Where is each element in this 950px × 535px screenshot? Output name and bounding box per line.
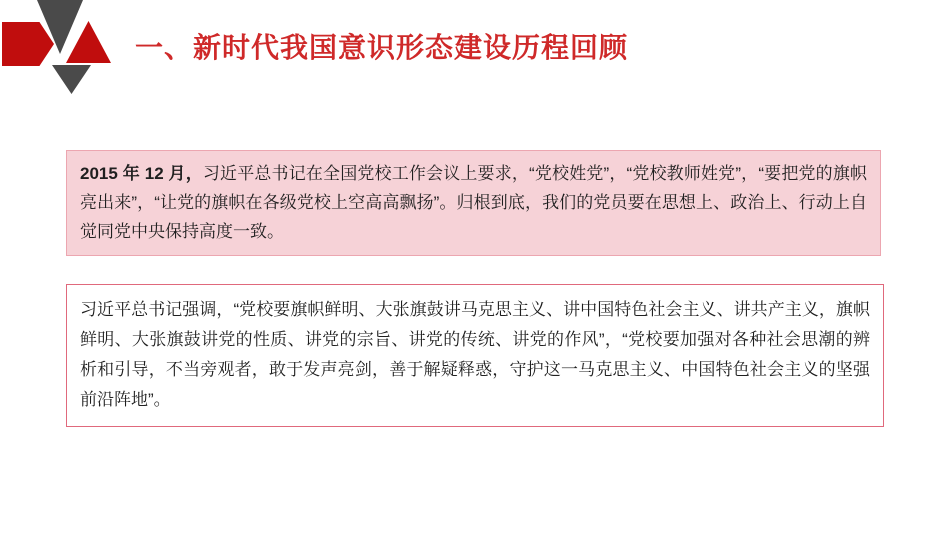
slide-title: 一、新时代我国意识形态建设历程回顾 [135,32,629,63]
quote-box-1-bold-lead: 2015 年 12 月， [80,164,203,183]
quote-box-1-paragraph [80,159,867,246]
quote-box-1-body: 习近平总书记在全国党校工作会议上要求，“党校姓党”，“党校教师姓党”，“要把党的旗帜亮出来”，“让党的旗帜在各级党校上空高高飘扬”。归根到底，我们的党员要在思想上、政治上、行动上自觉同党中央保持高度一致。 [80,164,867,241]
red-arrow-shape [2,22,54,66]
quote-box-2 [66,284,884,427]
quote-box-1 [66,150,881,256]
quote-box-2-paragraph: 习近平总书记强调，“党校要旗帜鲜明、大张旗鼓讲马克思主义、讲中国特色社会主义、讲共产主义，旗帜鲜明、大张旗鼓讲党的性质、讲党的宗旨、讲党的传统、讲党的作风”，“党校要加强对各种社会思潮的辨析和引导，不当旁观者，敢于发声亮剑，善于解疑释惑，守护这一马克思主义、中国特色社会主义的坚强前沿阵地”。 [80,300,870,409]
red-triangle-up-shape [66,21,111,63]
gray-triangle-down-bottom-shape [52,65,91,94]
